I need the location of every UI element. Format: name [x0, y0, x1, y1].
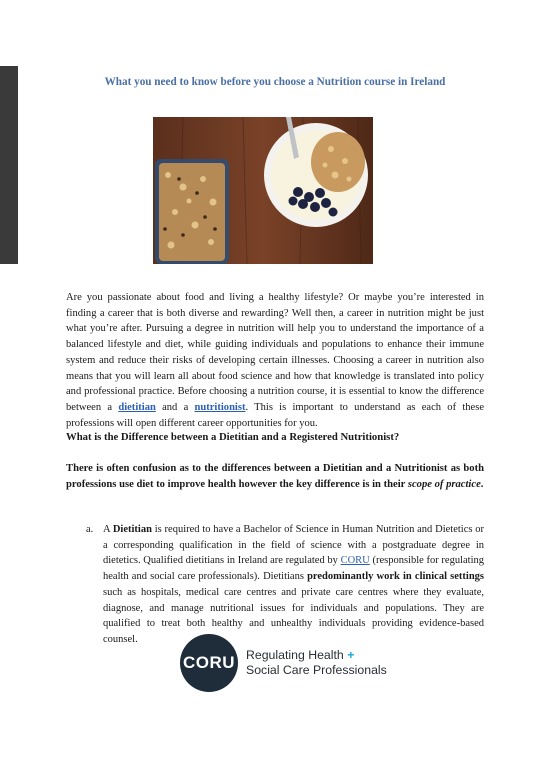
list-text: A [103, 524, 113, 535]
list-marker: a. [86, 524, 94, 535]
intro-text: and a [155, 401, 195, 413]
coru-logo-mark: CORU [180, 634, 238, 692]
logo-line-2: Social Care Professionals [246, 663, 387, 677]
logo-plus: + [347, 648, 355, 662]
logo-line-1: Regulating Health [246, 648, 344, 662]
coru-logo [180, 634, 390, 694]
lead-end: . [480, 478, 484, 490]
food-photo-icon [153, 117, 373, 264]
page-side-tab [0, 66, 18, 264]
coru-link[interactable]: CORU [340, 555, 370, 567]
coru-logo-text [246, 648, 387, 678]
lead-text: There is often confusion as to the differences between a Dietitian and a Nutritionist as both professions use diet to improve health however the key difference is in their [66, 463, 484, 490]
list-text: is required to have a Bachelor of Science in Human Nutrition and Dietetics or a corresponding qualification in the field of science with a postgraduate degree in dietetics. Qualified dietitians in Ireland are regulated by [103, 524, 484, 567]
list-bold: predominantly work in clinical settings [307, 571, 484, 583]
list-text: such as hospitals, medical care centres and private care centres where they evaluate, diagnose, and manage nutritional issues for individuals and populations. They are qualified to treat both healthy and unhealthy individuals providing evidence-based counsel. [103, 586, 484, 645]
intro-paragraph [66, 290, 484, 431]
lead-paragraph [66, 461, 484, 492]
list-bold: Dietitian [112, 524, 152, 535]
document-title: What you need to know before you choose a Nutrition course in Ireland [104, 76, 446, 88]
intro-text: . This is important to understand as each of these professions will open different career opportunities for you. [66, 401, 484, 429]
intro-text: Are you passionate about food and living a healthy lifestyle? Or maybe you’re interested in finding a career that is both diverse and rewarding? Well then, a career in nutrition might be just what you’re after. Pursuing a degree in nutrition will help you to understand the importance of a balanced lifestyle and diet, while guiding individuals and populations to enhance their immune system and reduce their risks of developing certain illnesses. Choosing a career in nutrition also means that you will learn all about food science and how that knowledge is translated into policy and professional practice. Before choosing a nutrition course, it is essential to know the difference between a [66, 292, 484, 413]
list-item [86, 522, 484, 648]
section-heading: What is the Difference between a Dietitian and a Registered Nutritionist? [66, 431, 400, 443]
dietitian-link[interactable]: dietitian [118, 401, 156, 413]
list-item-body [103, 522, 484, 648]
lead-emphasis: scope of practice [407, 478, 481, 490]
food-photo [153, 117, 373, 264]
nutritionist-link[interactable]: nutritionist [194, 401, 246, 413]
list-text: (responsible for regulating health and social care professionals). Dietitians [103, 555, 484, 583]
